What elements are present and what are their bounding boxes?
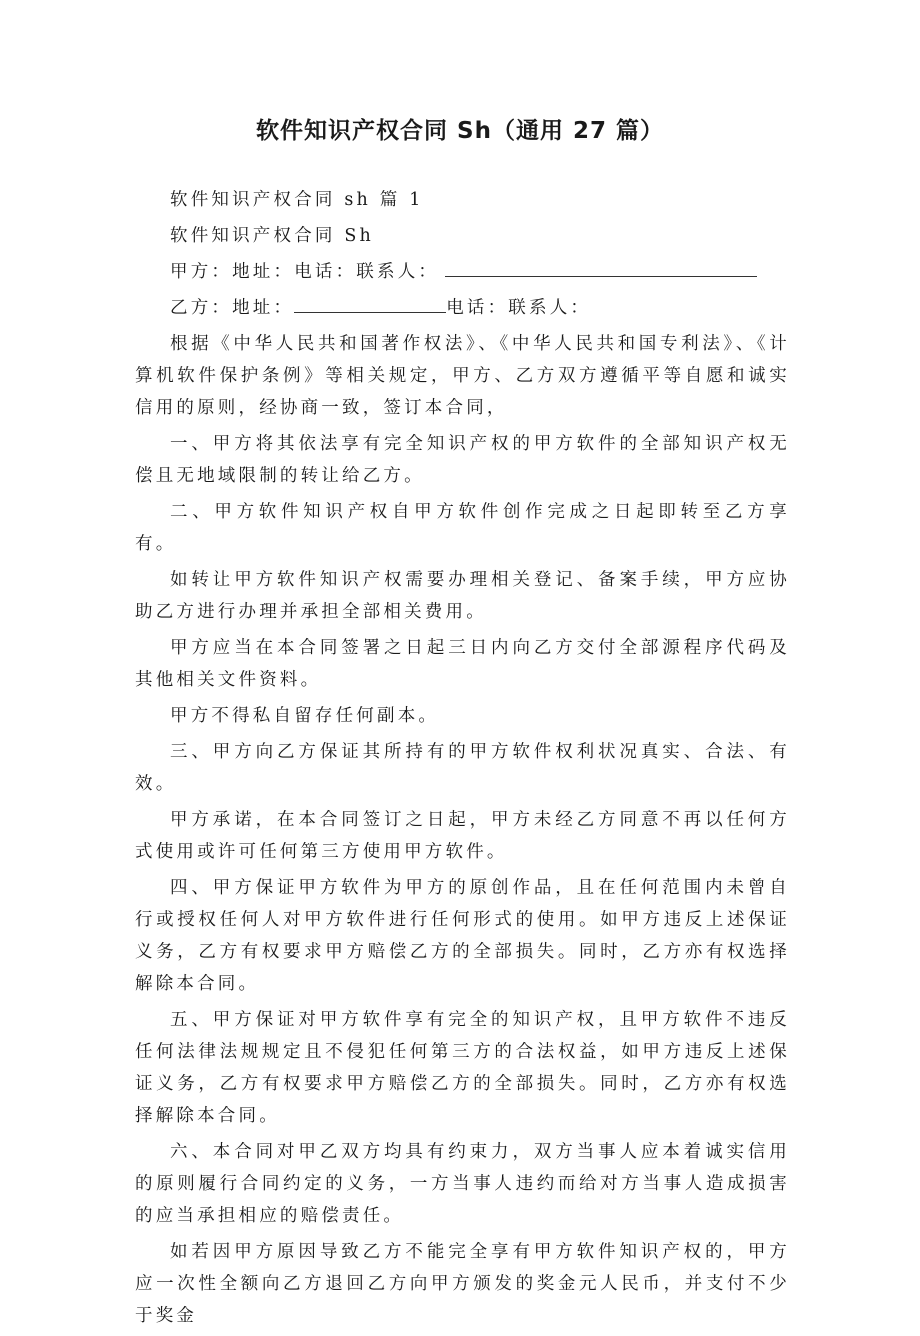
document-body <box>135 184 790 1336</box>
party-b-line <box>135 292 790 324</box>
paragraph: 甲方不得私自留存任何副本。 <box>170 706 440 726</box>
document-title: 软件知识产权合同 Sh（通用 27 篇） <box>256 118 664 144</box>
paragraph: 根据《中华人民共和国著作权法》、《中华人民共和国专利法》、《计算机软件保护条例》等相关规定，甲方、乙方双方遵循平等自愿和诚实信用的原则，经协商一致，签订本合同， <box>135 334 790 418</box>
contract-name: 软件知识产权合同 Sh <box>170 226 375 246</box>
party-a-label: 甲方：地址：电话：联系人： <box>170 262 440 282</box>
party-a-line <box>135 256 790 288</box>
section-heading: 软件知识产权合同 sh 篇 1 <box>170 190 424 210</box>
paragraph: 如转让甲方软件知识产权需要办理相关登记、备案手续，甲方应协助乙方进行办理并承担全部相关费用。 <box>135 570 790 622</box>
paragraph: 二、甲方软件知识产权自甲方软件创作完成之日起即转至乙方享有。 <box>135 502 790 554</box>
party-b-suffix: 电话：联系人： <box>446 298 592 318</box>
paragraph: 如若因甲方原因导致乙方不能完全享有甲方软件知识产权的，甲方应一次性全额向乙方退回乙方向甲方颁发的奖金元人民币，并支付不少于奖金 <box>135 1242 790 1326</box>
paragraph: 甲方应当在本合同签署之日起三日内向乙方交付全部源程序代码及其他相关文件资料。 <box>135 638 790 690</box>
paragraph: 一、甲方将其依法享有完全知识产权的甲方软件的全部知识产权无偿且无地域限制的转让给乙方。 <box>135 434 790 486</box>
paragraph: 三、甲方向乙方保证其所持有的甲方软件权利状况真实、合法、有效。 <box>135 742 790 794</box>
paragraph: 六、本合同对甲乙双方均具有约束力，双方当事人应本着诚实信用的原则履行合同约定的义务，一方当事人违约而给对方当事人造成损害的应当承担相应的赔偿责任。 <box>135 1142 790 1226</box>
party-b-prefix: 乙方：地址： <box>170 298 295 318</box>
paragraph: 四、甲方保证甲方软件为甲方的原创作品，且在任何范围内未曾自行或授权任何人对甲方软件进行任何形式的使用。如甲方违反上述保证义务，乙方有权要求甲方赔偿乙方的全部损失。同时，乙方亦有权选择解除本合同。 <box>135 878 790 994</box>
paragraph: 五、甲方保证对甲方软件享有完全的知识产权，且甲方软件不违反任何法律法规规定且不侵犯任何第三方的合法权益，如甲方违反上述保证义务，乙方有权要求甲方赔偿乙方的全部损失。同时，乙方亦有权选择解除本合同。 <box>135 1010 790 1126</box>
party-a-blank <box>445 256 757 277</box>
party-b-blank <box>294 292 446 313</box>
paragraph: 甲方承诺，在本合同签订之日起，甲方未经乙方同意不再以任何方式使用或许可任何第三方使用甲方软件。 <box>135 810 790 862</box>
